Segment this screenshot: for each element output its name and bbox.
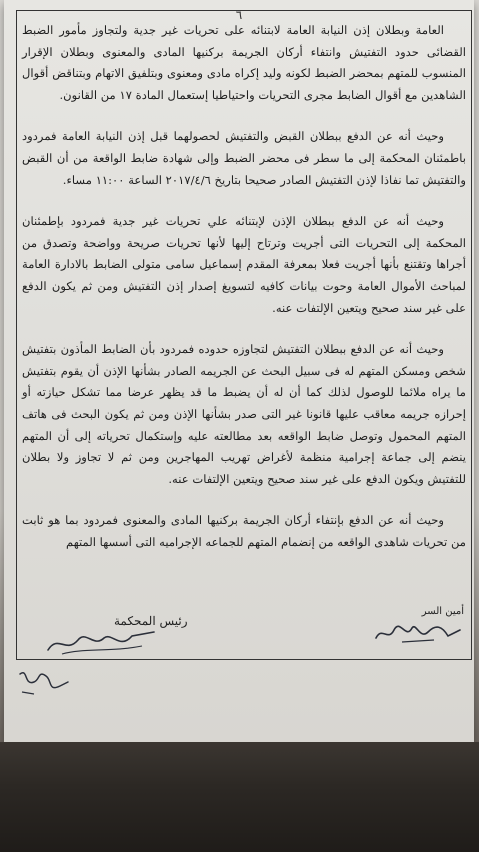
paragraph-4: وحيث أنه عن الدفع ببطلان التفتيش لتجاوزه حدوده فمردود بأن الضابط المأذون بتفتيش شخص ومسكن المتهم له فى سبيل البحث عن الجريمه الصادر بشأنها الإذن أن يقوم بتفتيش ما يراه ملائما للوصول لذلك كما أن له أن يضبط ما قد يظهر عرضا مما تشكل حيازته أو إحرازه جريمه معاقب عليها قانونا غير التى صدر بشأنها الإذن ومن ثم يكون البحث فى هاتف المتهم المحمول وتوصل ضابط الواقعه بعد مطالعته عليه وإستكمال تحرياته إلى أن المتهم ينضم إلى جماعة إجرامية منظمة لأغراض تهريب المهاجرين ومن ثم لا تجاوز ولا بطلان للتفتيش ويكون الدفع على غير سند صحيح ويتعين الإلتفات عنه. bbox=[22, 342, 466, 486]
stamp-signature bbox=[14, 664, 74, 700]
secretary-label: أمين السر bbox=[421, 606, 464, 617]
president-label: رئيس المحكمة bbox=[114, 614, 188, 628]
document-page bbox=[4, 0, 474, 742]
president-signature bbox=[42, 624, 162, 658]
document-body bbox=[22, 20, 466, 553]
table-surface bbox=[0, 742, 479, 852]
paragraph-2: وحيث أنه عن الدفع ببطلان القبض والتفتيش لحصولهما قبل إذن النيابة العامة فمردود باطمئنان المحكمة إلى ما سطر فى محضر الضبط وإلى شهادة ضابط الواقعة من أن القبض والتفتيش تما نفاذا لإذن التفتيش الصادر صحيحا بتاريخ ٢٠١٧/٤/٦ الساعة ١١:٠٠ مساء. bbox=[22, 129, 466, 187]
page-number: ٦ bbox=[235, 8, 243, 22]
paragraph-1: العامة وبطلان إذن النيابة العامة لابتنائه على تحريات غير جدية ولتجاوز مأمور الضبط القضائى حدود التفتيش وانتفاء أركان الجريمة بركنيها المادى والمعنوى وبطلان الإقرار المنسوب للمتهم بمحضر الضبط لكونه وليد إكراه مادى ومعنوى وبتلفيق الاتهام وبتناقض أقوال الشاهدين مع أقوال الضابط مجرى التحريات واحتياطيا إستعمال المادة ١٧ من القانون. bbox=[22, 23, 466, 102]
paragraph-5: وحيث أنه عن الدفع بإنتفاء أركان الجريمة بركنيها المادى والمعنوى فمردود بما هو ثابت من تحريات شاهدى الواقعه من إنضمام المتهم للجماعه الإجراميه التى أسسها المتهم bbox=[22, 513, 466, 549]
paragraph-3: وحيث أنه عن الدفع ببطلان الإذن لإبتنائه علي تحريات غير جدية فمردود بإطمئنان المحكمة إلى التحريات التى أجريت وترتاح إليها لأنها تحريات صريحة وواضحة وتصدق من أجراها وتقتنع بأنها أجريت فعلا بمعرفة المقدم إسماعيل سامى متولى الضابط بالادارة العامة لمباحث الأموال العامة وحوت بيانات كافيه لتسويغ إصدار إذن التفتيش ومن ثم يكون الدفع على غير سند صحيح ويتعين الإلتفات عنه. bbox=[22, 214, 466, 315]
secretary-signature bbox=[372, 618, 464, 646]
signature-block bbox=[18, 606, 470, 658]
